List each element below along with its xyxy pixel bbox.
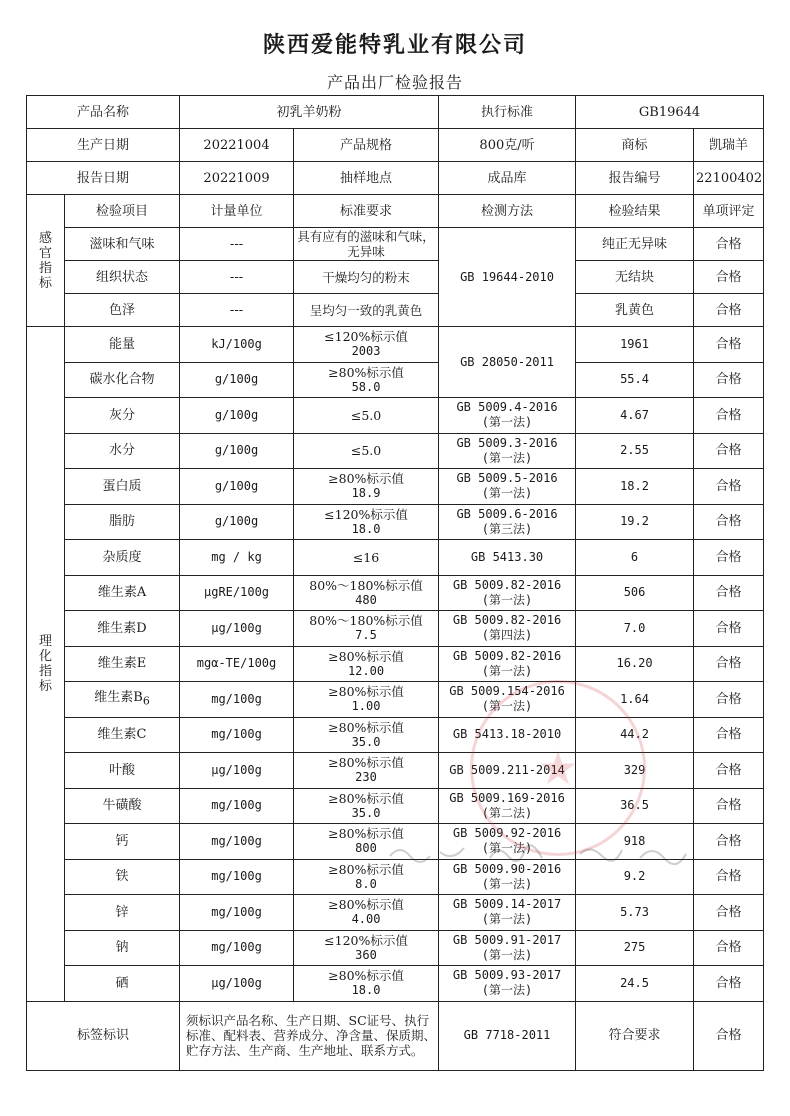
item-verdict: 合格 — [694, 682, 764, 718]
item-verdict: 合格 — [694, 398, 764, 434]
table-row — [27, 398, 764, 434]
table-row — [27, 261, 764, 294]
item-requirement: ≥80%标示值 18.0 — [294, 966, 439, 1002]
item-name: 杂质度 — [65, 540, 180, 576]
item-method: GB 5009.211-2014 — [439, 753, 576, 789]
item-method: GB 5009.3-2016 (第一法) — [439, 433, 576, 469]
table-row — [27, 966, 764, 1002]
col-method-header: 检测方法 — [439, 195, 576, 228]
item-requirement: 干燥均匀的粉末 — [294, 261, 439, 294]
item-name: 维生素D — [65, 611, 180, 647]
item-method: GB 5413.18-2010 — [439, 717, 576, 753]
item-verdict: 合格 — [694, 228, 764, 261]
item-name: 维生素E — [65, 646, 180, 682]
item-verdict: 合格 — [694, 717, 764, 753]
info-row-product — [27, 96, 764, 129]
item-name: 维生素$B_6$ — [65, 682, 180, 718]
item-verdict: 合格 — [694, 646, 764, 682]
item-requirement: ≥80%标示值 12.00 — [294, 646, 439, 682]
table-row — [27, 294, 764, 327]
table-row — [27, 433, 764, 469]
table-row — [27, 540, 764, 576]
item-name: 锌 — [65, 895, 180, 931]
item-requirement: ≥80%标示值 18.9 — [294, 469, 439, 505]
item-unit: g/100g — [180, 398, 294, 434]
sensory-header-row — [27, 195, 764, 228]
report-date-label: 报告日期 — [27, 162, 180, 195]
item-verdict: 合格 — [694, 575, 764, 611]
item-unit: g/100g — [180, 504, 294, 540]
item-result: 36.5 — [576, 788, 694, 824]
item-result: 9.2 — [576, 859, 694, 895]
item-verdict: 合格 — [694, 362, 764, 398]
item-requirement: 具有应有的滋味和气味，无异味 — [294, 228, 439, 261]
item-verdict: 合格 — [694, 930, 764, 966]
standard-label: 执行标准 — [439, 96, 576, 129]
item-verdict: 合格 — [694, 895, 764, 931]
item-requirement: ≤120%标示值 18.0 — [294, 504, 439, 540]
brand-value: 凯瑞羊 — [694, 129, 764, 162]
item-result: 506 — [576, 575, 694, 611]
item-method: GB 28050-2011 — [439, 327, 576, 398]
item-method: GB 5009.82-2016 (第一法) — [439, 575, 576, 611]
sample-place-label: 抽样地点 — [294, 162, 439, 195]
report-no-value: 22100402 — [694, 162, 764, 195]
item-subscript: 6 — [142, 694, 150, 708]
item-name: 水分 — [65, 433, 180, 469]
info-row-date — [27, 129, 764, 162]
table-row — [27, 228, 764, 261]
item-unit: mg / kg — [180, 540, 294, 576]
item-result: 纯正无异味 — [576, 228, 694, 261]
item-result: 无结块 — [576, 261, 694, 294]
item-name: 滋味和气味 — [65, 228, 180, 261]
physchem-section — [27, 327, 764, 1002]
item-method: GB 5009.93-2017 (第一法) — [439, 966, 576, 1002]
item-requirement: ≥80%标示值 35.0 — [294, 788, 439, 824]
item-verdict: 合格 — [694, 504, 764, 540]
item-requirement: 80%～180%标示值 480 — [294, 575, 439, 611]
item-result: 16.20 — [576, 646, 694, 682]
item-requirement: ≥80%标示值 4.00 — [294, 895, 439, 931]
col-requirement-header: 标准要求 — [294, 195, 439, 228]
table-row — [27, 327, 764, 363]
spec-value: 800克/听 — [439, 129, 576, 162]
item-result: 1961 — [576, 327, 694, 363]
item-result: 4.67 — [576, 398, 694, 434]
item-requirement: ≥80%标示值 8.0 — [294, 859, 439, 895]
report-no-label: 报告编号 — [576, 162, 694, 195]
item-result: 329 — [576, 753, 694, 789]
item-requirement: ≥80%标示值 35.0 — [294, 717, 439, 753]
item-result: 19.2 — [576, 504, 694, 540]
sensory-method: GB 19644-2010 — [439, 228, 576, 327]
item-name: 维生素C — [65, 717, 180, 753]
item-verdict: 合格 — [694, 859, 764, 895]
item-method: GB 5009.154-2016 (第一法) — [439, 682, 576, 718]
prod-date-value: 20221004 — [180, 129, 294, 162]
item-method: GB 5009.169-2016 (第二法) — [439, 788, 576, 824]
item-method: GB 5009.92-2016 (第一法) — [439, 824, 576, 860]
item-result: 6 — [576, 540, 694, 576]
table-row — [27, 575, 764, 611]
item-unit: g/100g — [180, 469, 294, 505]
item-method: GB 5009.5-2016 (第一法) — [439, 469, 576, 505]
item-requirement: ≤5.0 — [294, 398, 439, 434]
item-unit: mg/100g — [180, 717, 294, 753]
report-title: 产品出厂检验报告 — [326, 73, 463, 92]
item-name: 脂肪 — [65, 504, 180, 540]
item-name: 硒 — [65, 966, 180, 1002]
standard-value: GB19644 — [576, 96, 764, 129]
item-unit: mg/100g — [180, 824, 294, 860]
prod-date-label: 生产日期 — [27, 129, 180, 162]
col-item-header: 检验项目 — [65, 195, 180, 228]
table-row — [27, 895, 764, 931]
table-row — [27, 930, 764, 966]
item-method: GB 5009.90-2016 (第一法) — [439, 859, 576, 895]
table-row — [27, 717, 764, 753]
item-requirement: 80%～180%标示值 7.5 — [294, 611, 439, 647]
item-verdict: 合格 — [694, 753, 764, 789]
item-result: 1.64 — [576, 682, 694, 718]
report-date-value: 20221009 — [180, 162, 294, 195]
item-name: 碳水化合物 — [65, 362, 180, 398]
company-name: 陕西爱能特乳业有限公司 — [262, 32, 527, 58]
item-result: 918 — [576, 824, 694, 860]
item-verdict: 合格 — [694, 611, 764, 647]
item-result: 44.2 — [576, 717, 694, 753]
item-requirement: ≥80%标示值 1.00 — [294, 682, 439, 718]
item-unit: kJ/100g — [180, 327, 294, 363]
item-result: 24.5 — [576, 966, 694, 1002]
item-method: GB 5413.30 — [439, 540, 576, 576]
item-unit: μgRE/100g — [180, 575, 294, 611]
col-unit-header: 计量单位 — [180, 195, 294, 228]
item-result: 2.55 — [576, 433, 694, 469]
item-name: 能量 — [65, 327, 180, 363]
table-row — [27, 859, 764, 895]
table-row — [27, 824, 764, 860]
item-verdict: 合格 — [694, 327, 764, 363]
label-row — [27, 1001, 764, 1070]
item-requirement: ≤120%标示值 360 — [294, 930, 439, 966]
item-verdict: 合格 — [694, 824, 764, 860]
item-verdict: 合格 — [694, 261, 764, 294]
item-requirement: 呈均匀一致的乳黄色 — [294, 294, 439, 327]
item-verdict: 合格 — [694, 433, 764, 469]
item-name: 灰分 — [65, 398, 180, 434]
label-requirement: 须标识产品名称、生产日期、SC证号、执行标准、配料表、营养成分、净含量、保质期、贮存方法、生产商、生产地址、联系方式。 — [180, 1001, 439, 1070]
label-item: 标签标识 — [27, 1001, 180, 1070]
sample-place-value: 成品库 — [439, 162, 576, 195]
item-result: 7.0 — [576, 611, 694, 647]
item-name: 牛磺酸 — [65, 788, 180, 824]
item-unit: μg/100g — [180, 753, 294, 789]
product-name-label: 产品名称 — [27, 96, 180, 129]
item-requirement: ≤120%标示值 2003 — [294, 327, 439, 363]
label-method: GB 7718-2011 — [439, 1001, 576, 1070]
col-verdict-header: 单项评定 — [694, 195, 764, 228]
table-row — [27, 682, 764, 718]
item-name: 维生素A — [65, 575, 180, 611]
item-requirement: ≤5.0 — [294, 433, 439, 469]
inspection-table — [26, 95, 764, 1071]
product-name-value: 初乳羊奶粉 — [180, 96, 439, 129]
item-name: 叶酸 — [65, 753, 180, 789]
item-unit: mg/100g — [180, 682, 294, 718]
item-unit: μg/100g — [180, 611, 294, 647]
item-result: 18.2 — [576, 469, 694, 505]
item-result: 55.4 — [576, 362, 694, 398]
brand-label: 商标 — [576, 129, 694, 162]
item-name: 色泽 — [65, 294, 180, 327]
table-row — [27, 788, 764, 824]
item-name: 钠 — [65, 930, 180, 966]
info-row-report — [27, 162, 764, 195]
item-verdict: 合格 — [694, 294, 764, 327]
item-unit: mgα-TE/100g — [180, 646, 294, 682]
table-row — [27, 469, 764, 505]
item-name: 铁 — [65, 859, 180, 895]
item-result: 5.73 — [576, 895, 694, 931]
item-requirement: ≥80%标示值 58.0 — [294, 362, 439, 398]
item-requirement: ≥80%标示值 800 — [294, 824, 439, 860]
item-unit: mg/100g — [180, 859, 294, 895]
table-row — [27, 646, 764, 682]
label-result: 符合要求 — [576, 1001, 694, 1070]
item-unit: --- — [180, 261, 294, 294]
spec-label: 产品规格 — [294, 129, 439, 162]
item-method: GB 5009.14-2017 (第一法) — [439, 895, 576, 931]
item-name: 组织状态 — [65, 261, 180, 294]
item-method: GB 5009.91-2017 (第一法) — [439, 930, 576, 966]
table-row — [27, 504, 764, 540]
item-requirement: ≥80%标示值 230 — [294, 753, 439, 789]
sensory-category: 感 官 指 标 — [27, 195, 65, 327]
table-row — [27, 753, 764, 789]
item-unit: mg/100g — [180, 930, 294, 966]
item-unit: g/100g — [180, 362, 294, 398]
item-name: 钙 — [65, 824, 180, 860]
item-verdict: 合格 — [694, 540, 764, 576]
item-unit: --- — [180, 228, 294, 261]
item-verdict: 合格 — [694, 788, 764, 824]
item-method: GB 5009.82-2016 (第一法) — [439, 646, 576, 682]
item-unit: μg/100g — [180, 966, 294, 1002]
physchem-category: 理 化 指 标 — [27, 327, 65, 1002]
table-row — [27, 362, 764, 398]
item-verdict: 合格 — [694, 966, 764, 1002]
col-result-header: 检验结果 — [576, 195, 694, 228]
star-icon: ★ — [537, 741, 579, 795]
table-row — [27, 611, 764, 647]
item-result: 乳黄色 — [576, 294, 694, 327]
item-unit: --- — [180, 294, 294, 327]
item-method: GB 5009.6-2016 (第三法) — [439, 504, 576, 540]
label-verdict: 合格 — [694, 1001, 764, 1070]
item-unit: mg/100g — [180, 895, 294, 931]
item-method: GB 5009.82-2016 (第四法) — [439, 611, 576, 647]
item-method: GB 5009.4-2016 (第一法) — [439, 398, 576, 434]
item-name: 蛋白质 — [65, 469, 180, 505]
item-unit: g/100g — [180, 433, 294, 469]
item-verdict: 合格 — [694, 469, 764, 505]
item-result: 275 — [576, 930, 694, 966]
item-unit: mg/100g — [180, 788, 294, 824]
item-requirement: ≤16 — [294, 540, 439, 576]
